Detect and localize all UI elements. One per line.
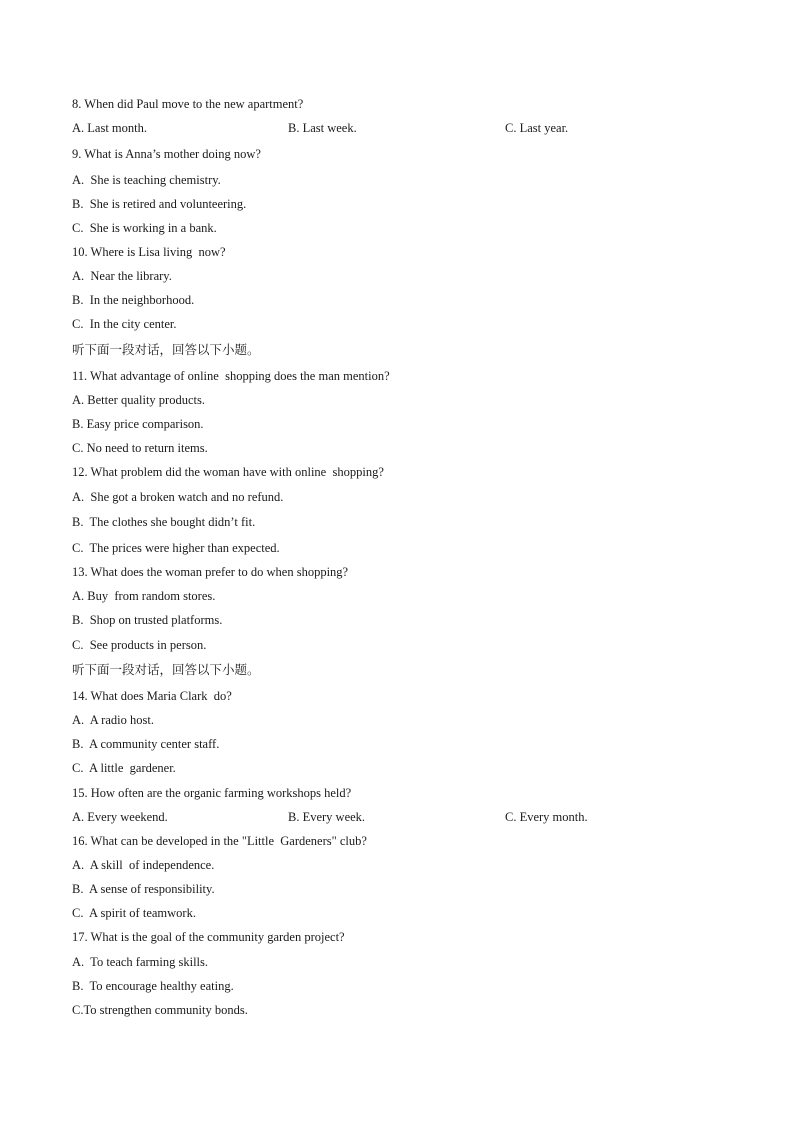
q8-option-b: B. Last week. <box>288 121 357 135</box>
q17-option-b: B. To encourage healthy eating. <box>72 979 234 993</box>
q12-option-c: C. The prices were higher than expected. <box>72 541 280 555</box>
q11-option-a: A. Better quality products. <box>72 393 205 407</box>
q15-option-c: C. Every month. <box>505 810 588 824</box>
question-11: 11. What advantage of online shopping does the man mention? <box>72 369 390 383</box>
q15-option-b: B. Every week. <box>288 810 366 824</box>
question-10: 10. Where is Lisa living now? <box>72 245 226 259</box>
question-15: 15. How often are the organic farming workshops held? <box>72 786 352 800</box>
question-13: 13. What does the woman prefer to do when shopping? <box>72 565 349 579</box>
question-12: 12. What problem did the woman have with online shopping? <box>72 465 384 479</box>
q8-option-c: C. Last year. <box>505 121 569 135</box>
q12-option-a: A. She got a broken watch and no refund. <box>72 490 284 504</box>
section-instruction: 听下面一段对话，回答以下小题。 <box>72 342 260 357</box>
question-14: 14. What does Maria Clark do? <box>72 689 232 703</box>
q13-option-b: B. Shop on trusted platforms. <box>72 613 223 627</box>
q16-option-c: C. A spirit of teamwork. <box>72 906 196 920</box>
q9-option-c: C. She is working in a bank. <box>72 221 217 235</box>
q11-option-c: C. No need to return items. <box>72 441 208 455</box>
q12-option-b: B. The clothes she bought didn’t fit. <box>72 515 256 529</box>
q16-option-b: B. A sense of responsibility. <box>72 882 215 896</box>
question-9: 9. What is Anna’s mother doing now? <box>72 147 261 161</box>
q14-option-a: A. A radio host. <box>72 713 154 727</box>
question-8: 8. When did Paul move to the new apartment? <box>72 97 304 111</box>
question-16: 16. What can be developed in the "Little Gardeners" club? <box>72 834 367 848</box>
q9-option-b: B. She is retired and volunteering. <box>72 197 247 211</box>
q15-option-a: A. Every weekend. <box>72 810 168 824</box>
q17-option-c: C.To strengthen community bonds. <box>72 1003 248 1017</box>
q10-option-b: B. In the neighborhood. <box>72 293 195 307</box>
q16-option-a: A. A skill of independence. <box>72 858 215 872</box>
q10-option-c: C. In the city center. <box>72 317 177 331</box>
q17-option-a: A. To teach farming skills. <box>72 955 209 969</box>
q10-option-a: A. Near the library. <box>72 269 172 283</box>
q13-option-a: A. Buy from random stores. <box>72 589 216 603</box>
q9-option-a: A. She is teaching chemistry. <box>72 173 221 187</box>
q13-option-c: C. See products in person. <box>72 638 207 652</box>
question-17: 17. What is the goal of the community garden project? <box>72 930 345 944</box>
q8-option-a: A. Last month. <box>72 121 147 135</box>
q11-option-b: B. Easy price comparison. <box>72 417 204 431</box>
q14-option-b: B. A community center staff. <box>72 737 220 751</box>
q14-option-c: C. A little gardener. <box>72 761 176 775</box>
section-instruction: 听下面一段对话，回答以下小题。 <box>72 662 260 677</box>
